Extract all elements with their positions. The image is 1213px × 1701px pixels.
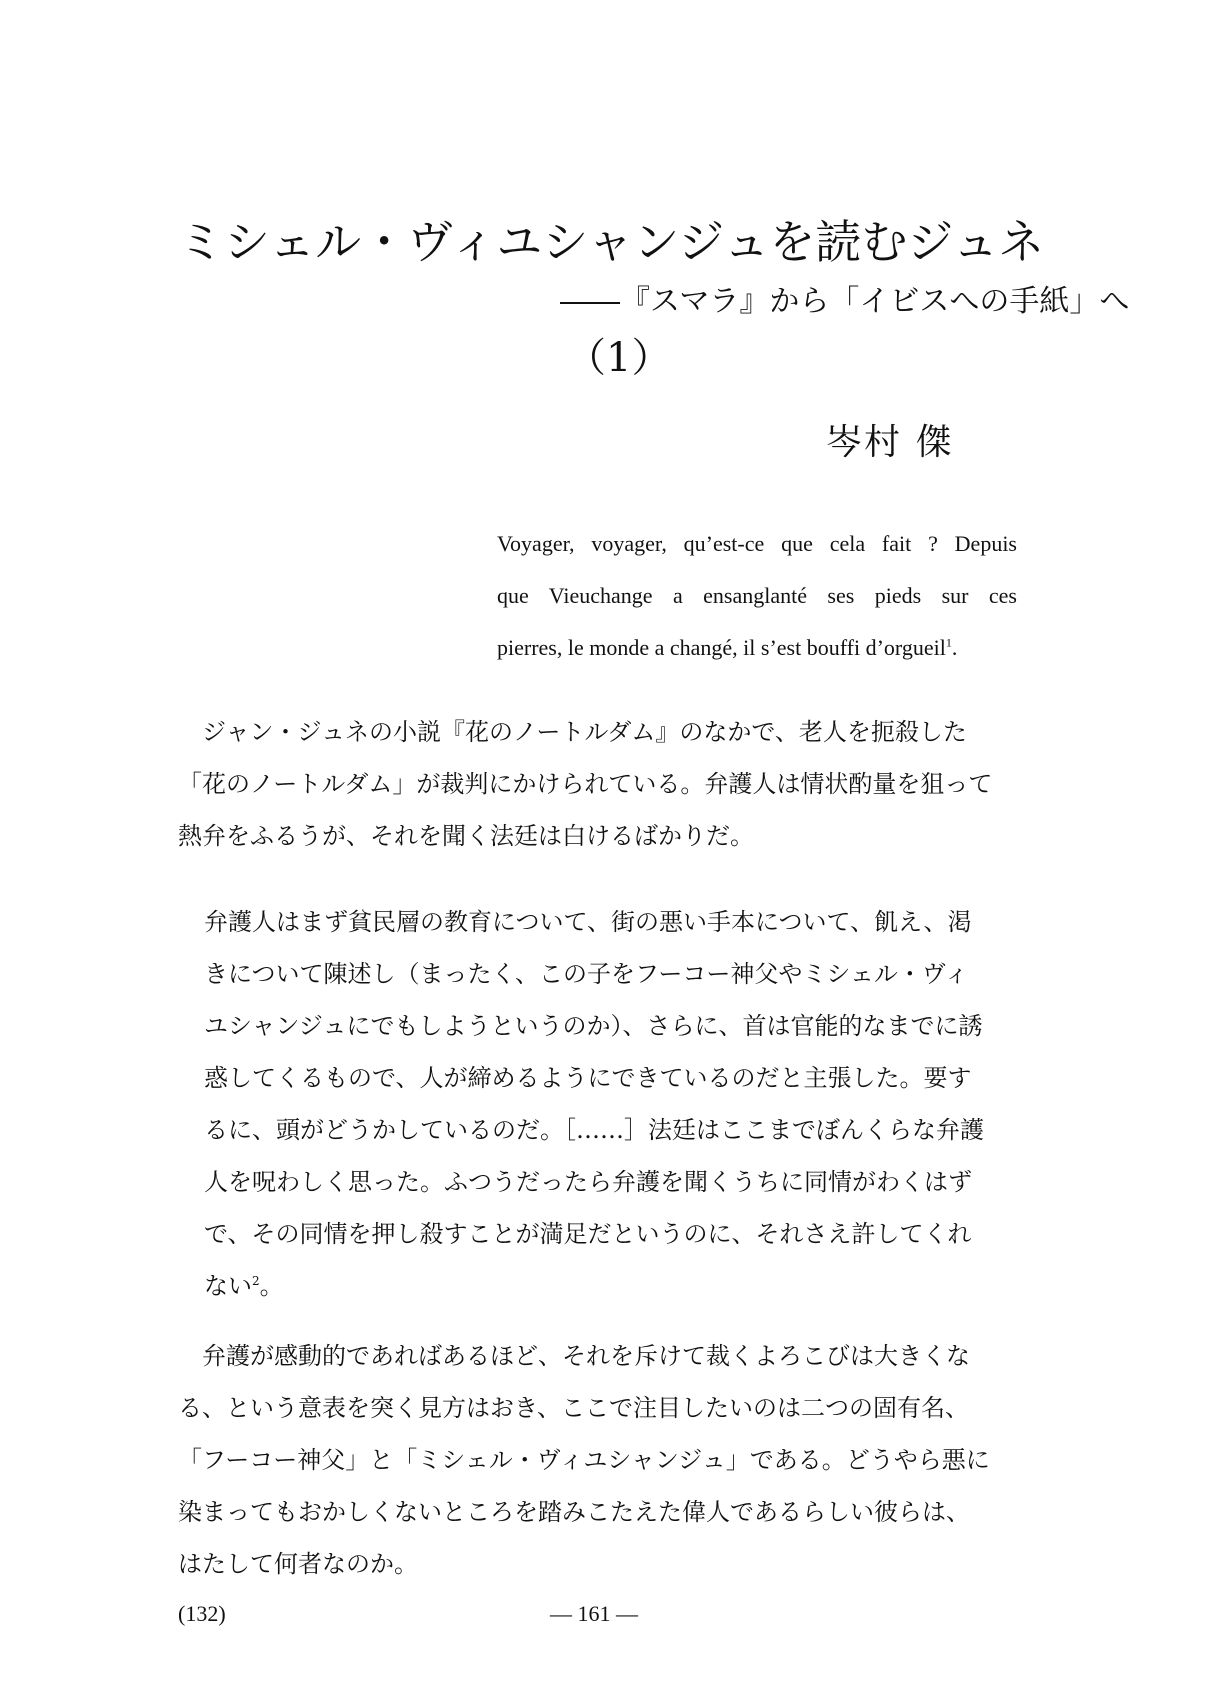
epigraph bbox=[497, 518, 1017, 674]
part-number: （1） bbox=[566, 335, 672, 381]
footnote-ref: 1 bbox=[945, 635, 952, 650]
paragraph-line: 弁護が感動的であればあるほど、それを斥けて裁くよろこびは大きくな bbox=[178, 1342, 970, 1370]
quote-line-last bbox=[204, 1260, 1020, 1312]
quote-line: るに、頭がどうかしているのだ。［……］法廷はここまでぼんくらな弁護 bbox=[204, 1116, 984, 1144]
paragraph-line: 熱弁をふるうが、それを聞く法廷は白けるばかりだ。 bbox=[178, 822, 754, 850]
paragraph-line: る、という意表を突く見方はおき、ここで注目したいのは二つの固有名、 bbox=[178, 1394, 970, 1422]
block-quote bbox=[204, 896, 1020, 1312]
quote-end-punct: 。 bbox=[259, 1272, 284, 1300]
epigraph-line: pierres, le monde a changé, il s’est bouffi d’orgueil bbox=[497, 635, 946, 660]
article-title: ミシェル・ヴィユシャンジュを読むジュネ bbox=[178, 215, 1045, 269]
epigraph-line: Voyager, voyager, qu’est-ce que cela fait ? Depuis bbox=[497, 531, 1017, 556]
paragraph-line: 染まってもおかしくないところを踏みこたえた偉人であるらしい彼らは、 bbox=[178, 1498, 970, 1526]
quote-line: 弁護人はまず貧民層の教育について、街の悪い手本について、飢え、渇 bbox=[204, 908, 972, 936]
epigraph-line-last: pierres, le monde a changé, il s’est bouffi d’orgueil$^1$. bbox=[497, 635, 958, 660]
quote-line: きについて陳述し（まったく、この子をフーコー神父やミシェル・ヴィ bbox=[204, 960, 969, 988]
paragraph-line: 「フーコー神父」と「ミシェル・ヴィユシャンジュ」である。どうやら悪に bbox=[178, 1446, 990, 1474]
quote-line: 惑してくるもので、人が締めるようにできているのだと主張した。要す bbox=[204, 1064, 972, 1092]
footer-page-number: — 161 — bbox=[550, 1601, 638, 1626]
author-name: 岑村 傑 bbox=[826, 422, 954, 463]
paragraph-intro bbox=[178, 706, 1018, 862]
epigraph-line: que Vieuchange a ensanglanté ses pieds sur ces bbox=[497, 583, 1017, 608]
footnote-ref: 2 bbox=[252, 1274, 260, 1288]
quote-line: ない bbox=[204, 1272, 252, 1300]
article-subtitle: ――『スマラ』から「イビスへの手紙」へ bbox=[560, 284, 1130, 319]
quote-line: 人を呪わしく思った。ふつうだったら弁護を聞くうちに同情がわくはず bbox=[204, 1168, 972, 1196]
paragraph-line: ジャン・ジュネの小説『花のノートルダム』のなかで、老人を扼殺した bbox=[178, 718, 967, 746]
footer-page-ref: (132) bbox=[178, 1601, 226, 1626]
paragraph-line: はたして何者なのか。 bbox=[178, 1550, 418, 1578]
paragraph-line: 「花のノートルダム」が裁判にかけられている。弁護人は情状酌量を狙って bbox=[178, 770, 993, 798]
paragraph-analysis bbox=[178, 1330, 1018, 1590]
quote-line: で、その同情を押し殺すことが満足だというのに、それさえ許してくれ bbox=[204, 1220, 972, 1248]
quote-line: ユシャンジュにでもしようというのか）、さらに、首は官能的なまでに誘 bbox=[204, 1012, 983, 1040]
